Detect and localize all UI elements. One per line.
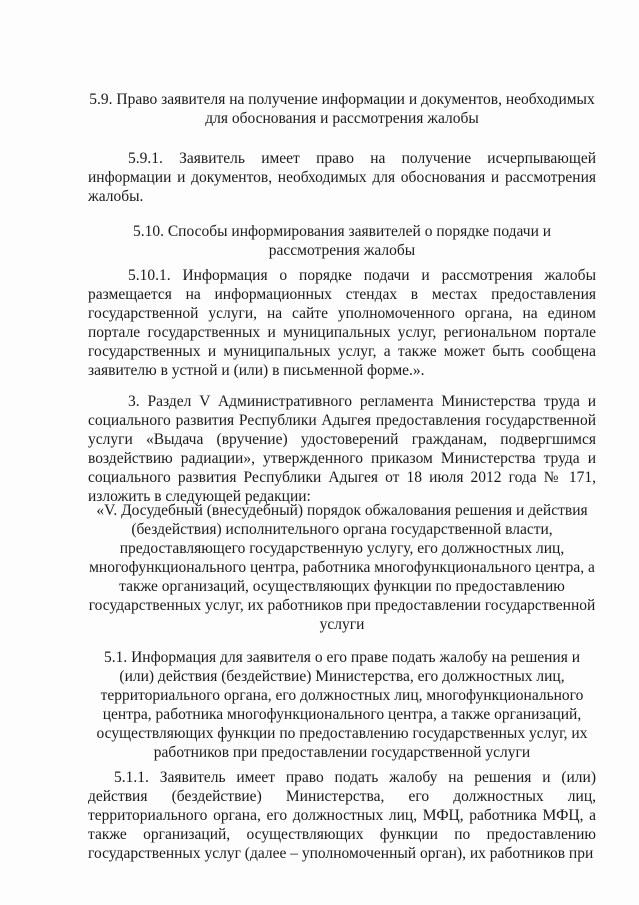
paragraph-5-9-1: 5.9.1. Заявитель имеет право на получение исчерпывающей информации и документов, необходимых для обоснования и рассмотрения жалобы. (88, 150, 596, 205)
paragraph-5-10-1: 5.10.1. Информация о порядке подачи и рассмотрения жалобы размещается на информационных стендах в местах предоставления государственной услуги, на сайте уполномоченного органа, на едином портале государственных и муниципальных услуг, региональном портале государственных и муниципальных услуг, а также может быть сообщена заявителю в устной и (или) в письменной форме.». (88, 267, 596, 379)
heading-5-1: 5.1. Информация для заявителя о его праве подать жалобу на решения и (или) действия (бездействие) Министерства, его должностных лиц, территориального органа, его должностных лиц, многофункционального центра, работника многофункционального центра, а также организаций, осуществляющих функции по предоставлению государственных услуг, их работников при предоставлении государственной услуги (96, 649, 588, 761)
heading-section-v: «V. Досудебный (внесудебный) порядок обжалования решения и действия (бездействия) исполнительного органа государственной власти, предоставляющего государственную услугу, его должностных лиц, многофункционального центра, работника многофункционального центра, а также организаций, осуществляющих функции по предоставлению государственных услуг, их работников при предоставлении государственной услуги (88, 502, 596, 633)
heading-5-10: 5.10. Способы информирования заявителей о порядке подачи и рассмотрения жалобы (132, 223, 552, 259)
paragraph-item-3: 3. Раздел V Административного регламента Министерства труда и социального развития Республики Адыгея предоставления государственной услуги «Выдача (вручение) удостоверений гражданам, подвергшимся воздействию радиации», утвержденного приказом Министерства труда и социального развития Республики Адыгея от 18 июля 2012 года № 171, изложить в следующей редакции: (88, 393, 596, 505)
paragraph-5-1-1: 5.1.1. Заявитель имеет право подать жалобу на решения и (или) действия (бездействие) Министерства, его должностных лиц, территориального органа, его должностных лиц, МФЦ, работника МФЦ, а также организаций, осуществляющих функции по предоставлению государственных услуг (далее – уполномоченный орган), их работников при (88, 769, 596, 862)
heading-5-9: 5.9. Право заявителя на получение информации и документов, необходимых для обоснования и рассмотрения жалобы (89, 91, 595, 127)
